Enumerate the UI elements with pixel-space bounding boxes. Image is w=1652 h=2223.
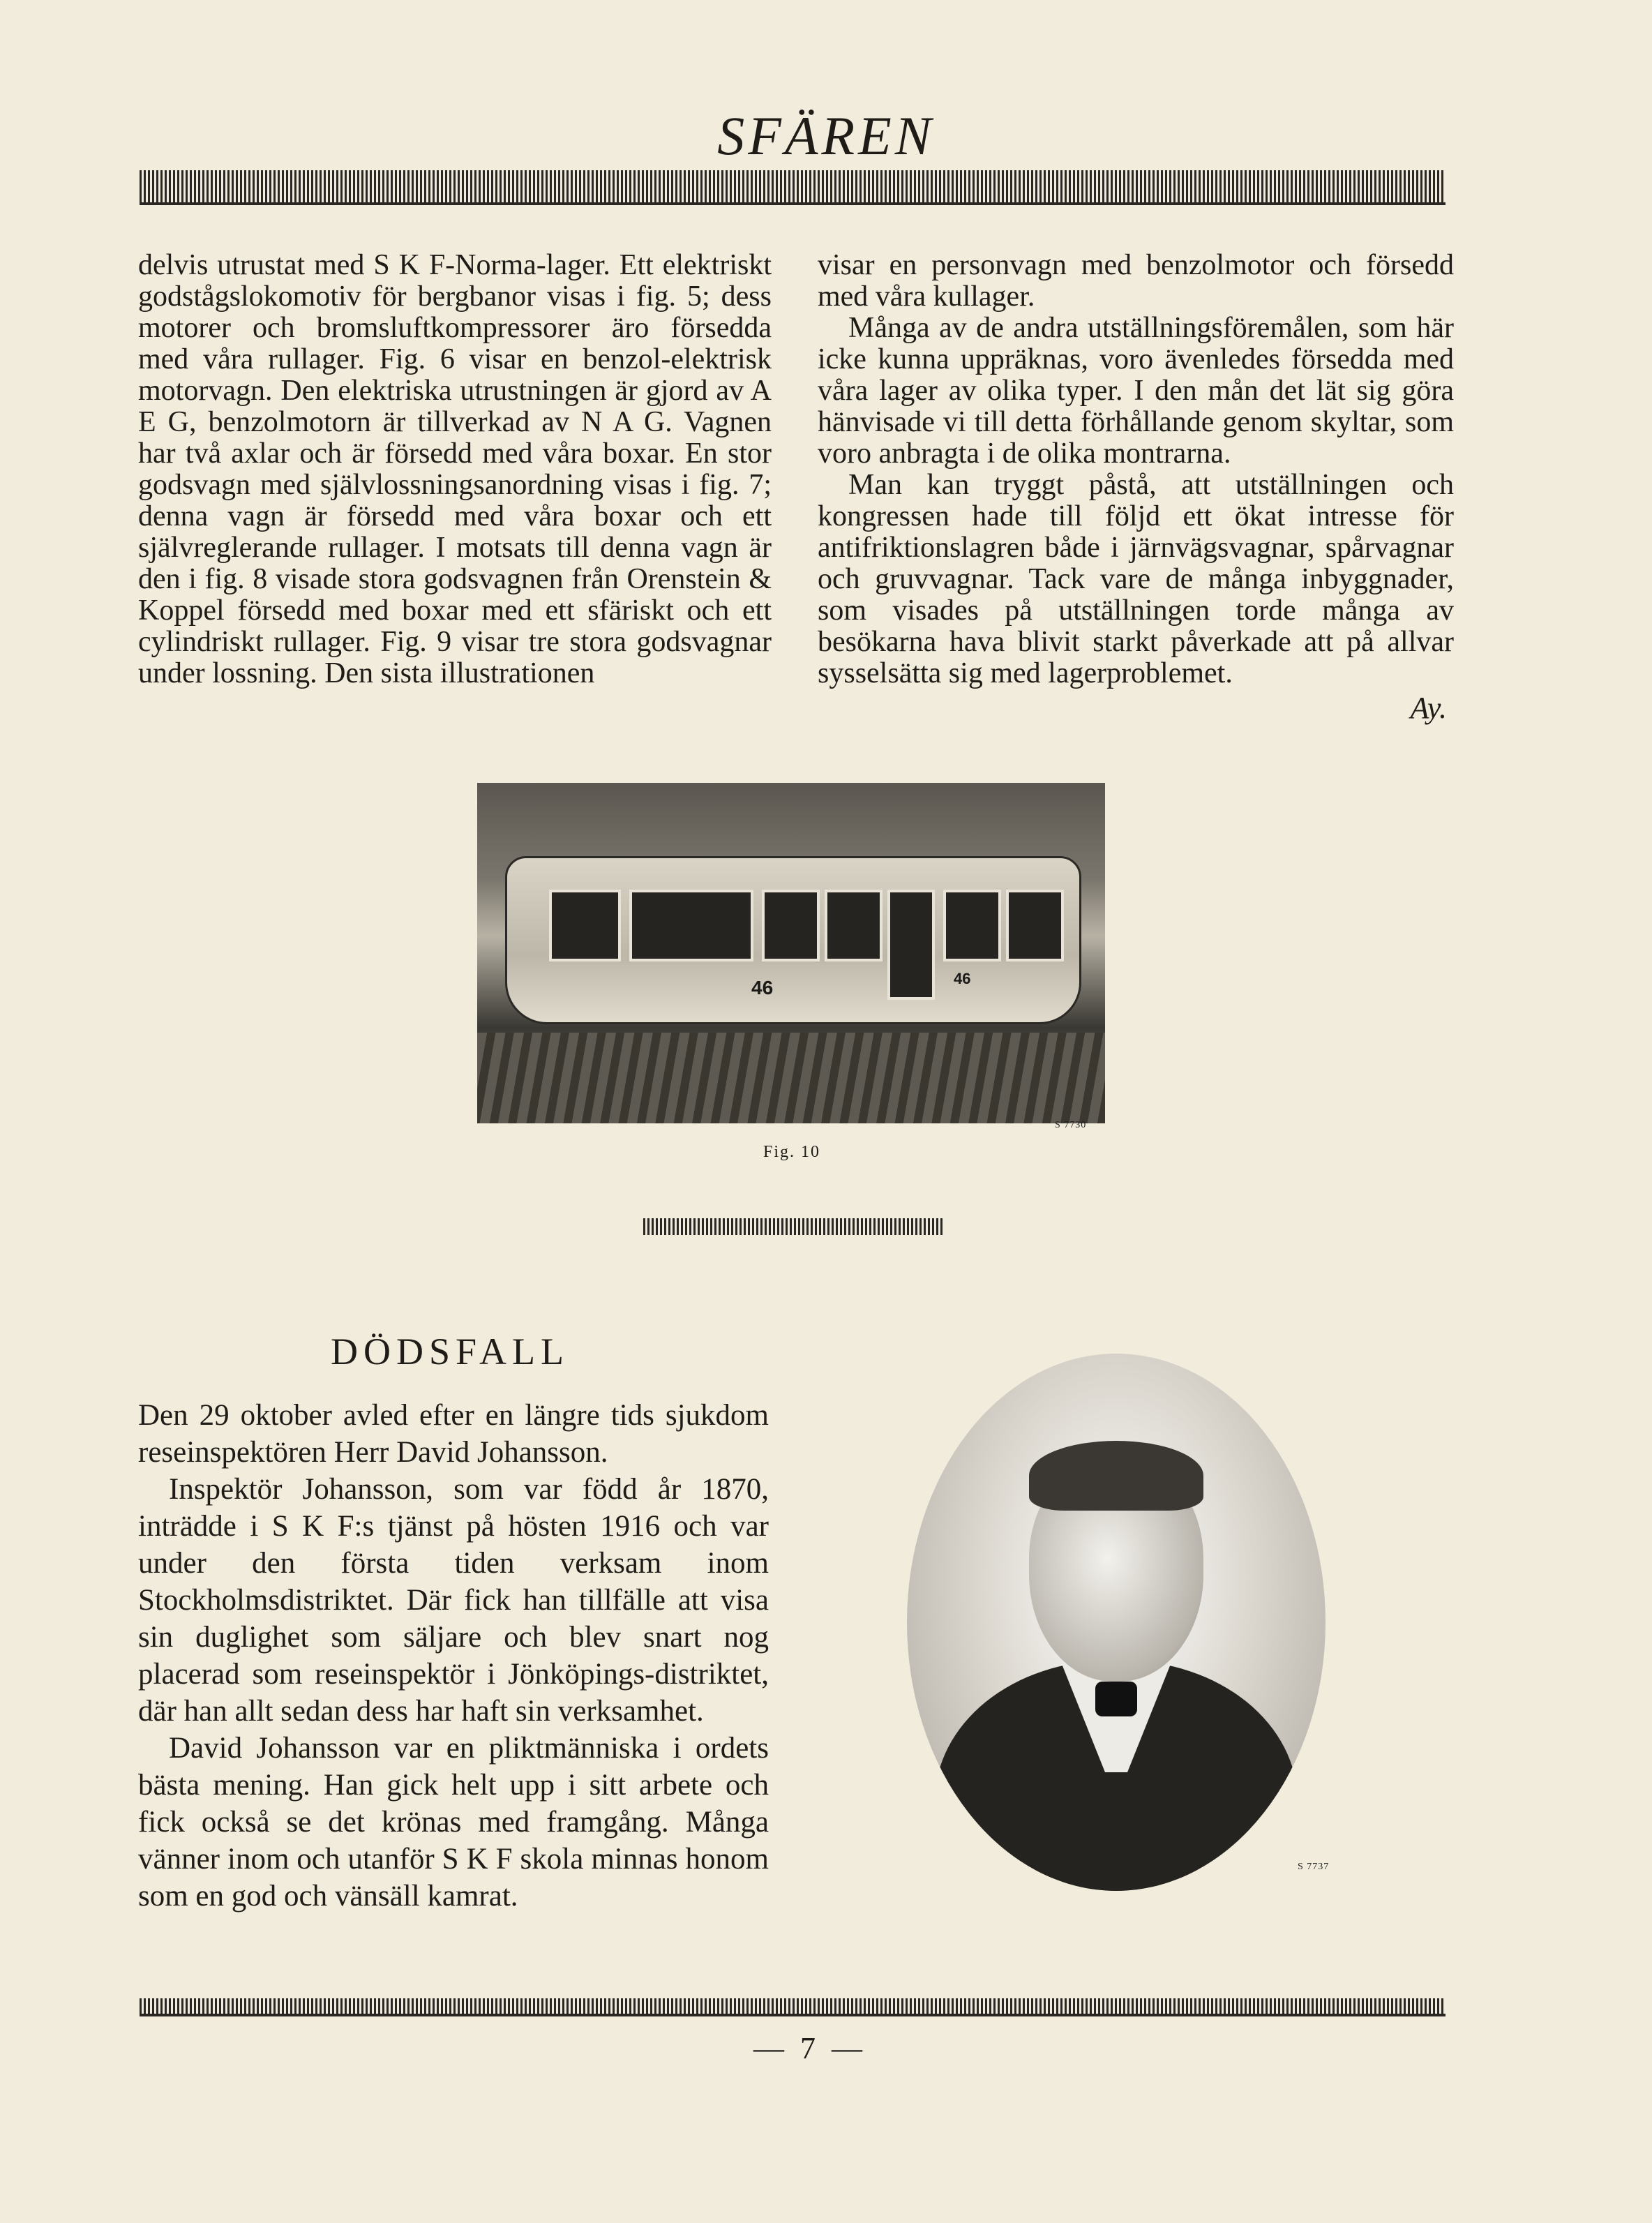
rail-track <box>477 1033 1105 1123</box>
car-number-right: 46 <box>954 970 971 987</box>
obituary-paragraph-1: Den 29 oktober avled efter en längre tids sjukdom reseinspektören Herr David Johansson. <box>138 1399 769 1469</box>
portrait-ref-number: S 7737 <box>1298 1862 1330 1872</box>
car-number-left: 46 <box>751 977 774 998</box>
figure-caption: Fig. 10 <box>763 1143 821 1161</box>
left-column <box>138 250 772 689</box>
page-number: — 7 — <box>753 2031 866 2065</box>
section-divider <box>643 1218 943 1235</box>
masthead-rule <box>140 170 1446 205</box>
obituary-heading: DÖDSFALL <box>331 1331 570 1372</box>
left-paragraph-1: delvis utrustat med S K F-Norma-lager. Ett elektriskt godstågslokomotiv för bergbanor visas i fig. 5; dess motorer och bromsluftkompressorer äro försedda med våra rullager. Fig. 6 visar en benzol-elektrisk motorvagn. Den elektriska utrustningen är gjord av A E G, benzolmotorn är tillverkad av N A G. Vagnen har två axlar och är försedd med våra boxar. En stor godsvagn med självlossningsanordning visas i fig. 7; denna vagn är försedd med våra boxar och ett självreglerande rullager. I motsats till denna vagn är den i fig. 8 visade stora godsvagnen från Orenstein & Koppel försedd med boxar med ett sfäriskt och ett cylindriskt rullager. Fig. 9 visar tre stora godsvagnar under lossning. Den sista illustrationen <box>138 249 772 689</box>
tram-car-body <box>505 856 1081 1024</box>
obituary-text <box>138 1397 769 1915</box>
portrait-photo <box>907 1354 1326 1891</box>
right-paragraph-1: visar en personvagn med benzolmotor och försedd med våra kullager. <box>818 249 1454 313</box>
footer-rule <box>140 1998 1446 2016</box>
obituary-paragraph-2: Inspektör Johansson, som var född år 1870, inträdde i S K F:s tjänst på hösten 1916 och var under den första tiden verksam inom Stockholmsdistriktet. Där fick han tillfälle att visa sin duglighet som säljare och blev snart nog placerad som reseinspektör i Jönköpings-distriktet, där han allt sedan dess har haft sin verksamhet. <box>138 1473 769 1728</box>
obituary-paragraph-3: David Johansson var en pliktmänniska i ordets bästa mening. Han gick helt upp i sitt arbete och fick också se det krönas med framgång. Många vänner inom och utanför S K F skola minnas honom som en god och vänsäll kamrat. <box>138 1732 769 1913</box>
right-paragraph-2: Många av de andra utställningsföremålen, som här icke kunna uppräknas, voro ävenledes försedda med våra lager av olika typer. I den mån det lät sig göra hänvisade vi till detta förhållande genom skyltar, som voro anbragta i de olika montrarna. <box>818 312 1454 470</box>
right-column <box>818 250 1454 724</box>
right-paragraph-3: Man kan tryggt påstå, att utställningen och kongressen hade till följd ett ökat intresse för antifriktionslagren både i järnvägsvagnar, spårvagnar och gruvvagnar. Tack vare de många inbyggnader, som visades på utställningen torde många av besökarna hava blivit starkt påverkade att på allvar sysselsätta sig med lagerproblemet. <box>818 469 1454 689</box>
masthead-title: SFÄREN <box>717 105 935 166</box>
figure-ref-number: S 7730 <box>1055 1120 1087 1130</box>
author-signature: Ay. <box>1410 691 1447 725</box>
tram-car-photo <box>477 783 1105 1123</box>
